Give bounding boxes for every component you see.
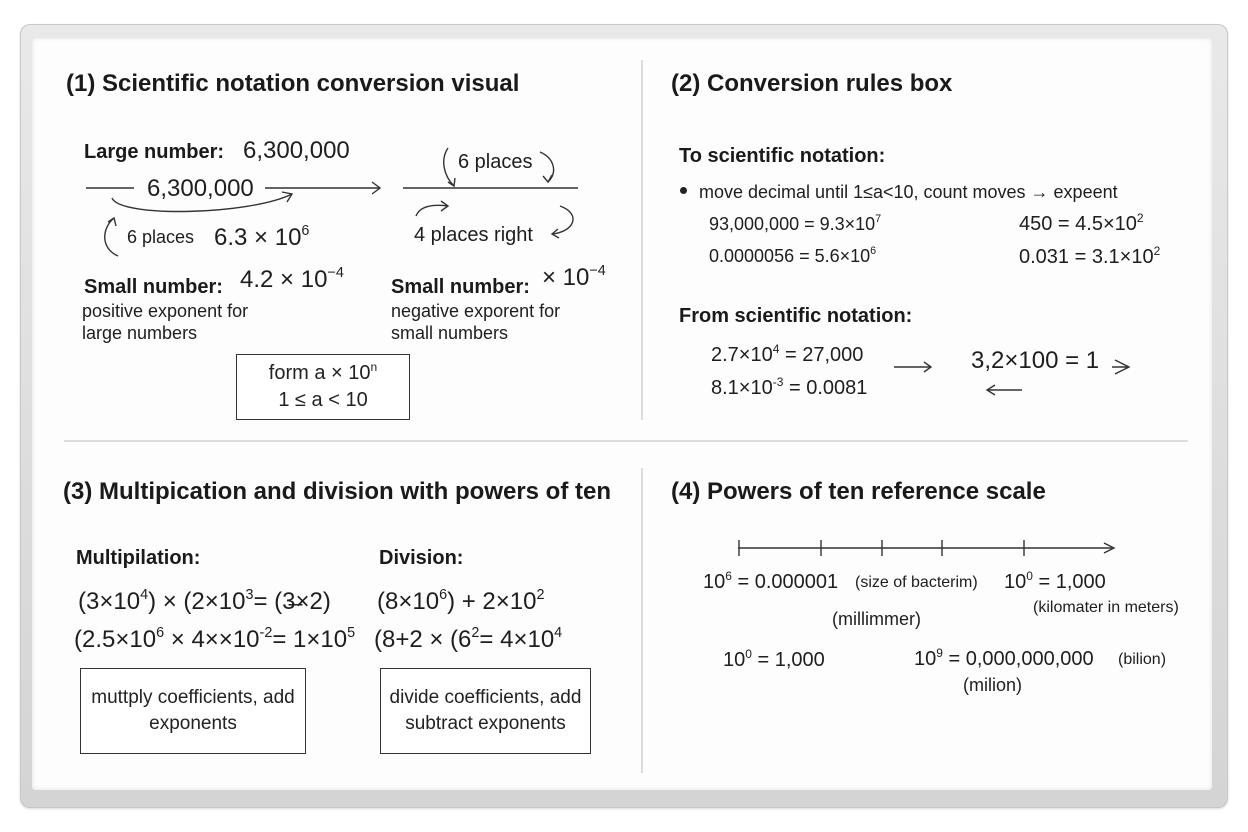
- scale-note-bacterium: (size of bacterim): [855, 574, 978, 591]
- horizontal-divider: [64, 440, 1188, 442]
- scale-label-2: $10^0 = 1,000$: [1004, 568, 1106, 593]
- positive-exponent-note-1: positive exponent for: [82, 301, 249, 321]
- panel4-heading: (4) Powers of ten reference scale: [671, 478, 1046, 505]
- positive-exponent-note-2: large numbers: [82, 323, 198, 343]
- mult-example-1: $(3\times 10^4) \times (2\times 10^3=$ (3̶×2): [78, 586, 331, 615]
- sci-notation-small-right: × $10^{-4}$: [542, 262, 606, 291]
- division-rule-box: [380, 668, 591, 754]
- left-places-label: 6 places: [127, 227, 195, 247]
- right-places-label: 6 places: [458, 151, 533, 173]
- from-example-2: $8.1\times 10^{-3} = 0.0081$: [711, 374, 868, 399]
- arrow-number-value: 6,300,000: [147, 175, 254, 202]
- vertical-divider-top: [641, 60, 643, 420]
- negative-exponent-note-1: negative exporent for: [391, 301, 561, 321]
- scale-label-4: $10^9 = 0,000,000,000$: [914, 645, 1094, 670]
- sci-notation-large: $6.3 \times 10^6$: [214, 222, 310, 251]
- small-number-label-left: Small number:: [84, 276, 223, 298]
- form-line-2: 1 ≤ a < 10: [278, 389, 368, 411]
- sci-notation-small: $4.2 \times 10^{-4}$: [240, 264, 344, 293]
- example-3: $0.0000056 = 5.6\times 10^6$: [709, 245, 877, 266]
- multiplication-rule-box: [80, 668, 306, 754]
- four-places-right-label: 4 places right: [414, 224, 533, 246]
- mult-rule-line-1: muttply coefficients, add: [91, 687, 295, 709]
- panel1-heading: (1) Scientific notation conversion visual: [66, 70, 520, 97]
- scale-note-million: (milion): [963, 675, 1023, 695]
- small-number-label-right: Small number:: [391, 276, 530, 298]
- div-rule-line-2: subtract exponents: [405, 713, 566, 734]
- from-scientific-heading: From scientific notation:: [679, 305, 913, 327]
- panel2-heading: (2) Conversion rules box: [671, 70, 953, 97]
- div-example-2: ($8+2 \times (6^2= 4\times 10^4$: [374, 624, 563, 653]
- mult-example-2: ($2.5\times 10^6 \times 4\times\times 10^{-2}= 1\times 10^5$: [74, 624, 356, 653]
- bullet-dot: [680, 187, 687, 194]
- form-box: [236, 354, 410, 420]
- scale-note-millimeter: (millimmer): [832, 609, 921, 629]
- scale-note-kilometer: (kilomater in meters): [1033, 599, 1179, 616]
- vertical-divider-bottom: [641, 468, 643, 773]
- scale-note-billion: (bilion): [1118, 651, 1167, 668]
- negative-exponent-note-2: small numbers: [391, 323, 509, 343]
- from-example-3: 3,2×100 = 1: [971, 347, 1100, 374]
- division-label: Division:: [379, 547, 464, 569]
- form-line-1: form $a \times 10^n$: [268, 359, 378, 384]
- conversion-rule-text: move decimal until 1≤a<10, count moves → expeent: [699, 182, 1118, 202]
- large-number-label: Large number:: [84, 141, 225, 163]
- from-example-1: $2.7\times 10^4 = 27,000$: [711, 341, 864, 366]
- div-example-1: $(8\times 10^6) + 2\times 10^2$: [377, 586, 545, 615]
- example-4: $0.031 = 3.1\times 10^2$: [1019, 243, 1161, 268]
- example-2: $450 = 4.5\times 10^2$: [1019, 210, 1144, 235]
- mult-rule-line-2: exponents: [149, 713, 237, 734]
- multiplication-label: Multipilation:: [76, 547, 201, 569]
- large-number-value: 6,300,000: [243, 137, 350, 164]
- div-rule-line-1: divide coefficients, add: [389, 687, 582, 709]
- panel3-heading: (3) Multipication and division with powers of ten: [63, 478, 612, 505]
- scale-label-1: $10^6 = 0.000001$: [703, 568, 839, 593]
- scale-label-3: $10^0 = 1,000$: [723, 646, 825, 671]
- example-1: $93,000,000 = 9.3\times 10^7$: [709, 213, 882, 234]
- to-scientific-heading: To scientific notation:: [679, 145, 886, 167]
